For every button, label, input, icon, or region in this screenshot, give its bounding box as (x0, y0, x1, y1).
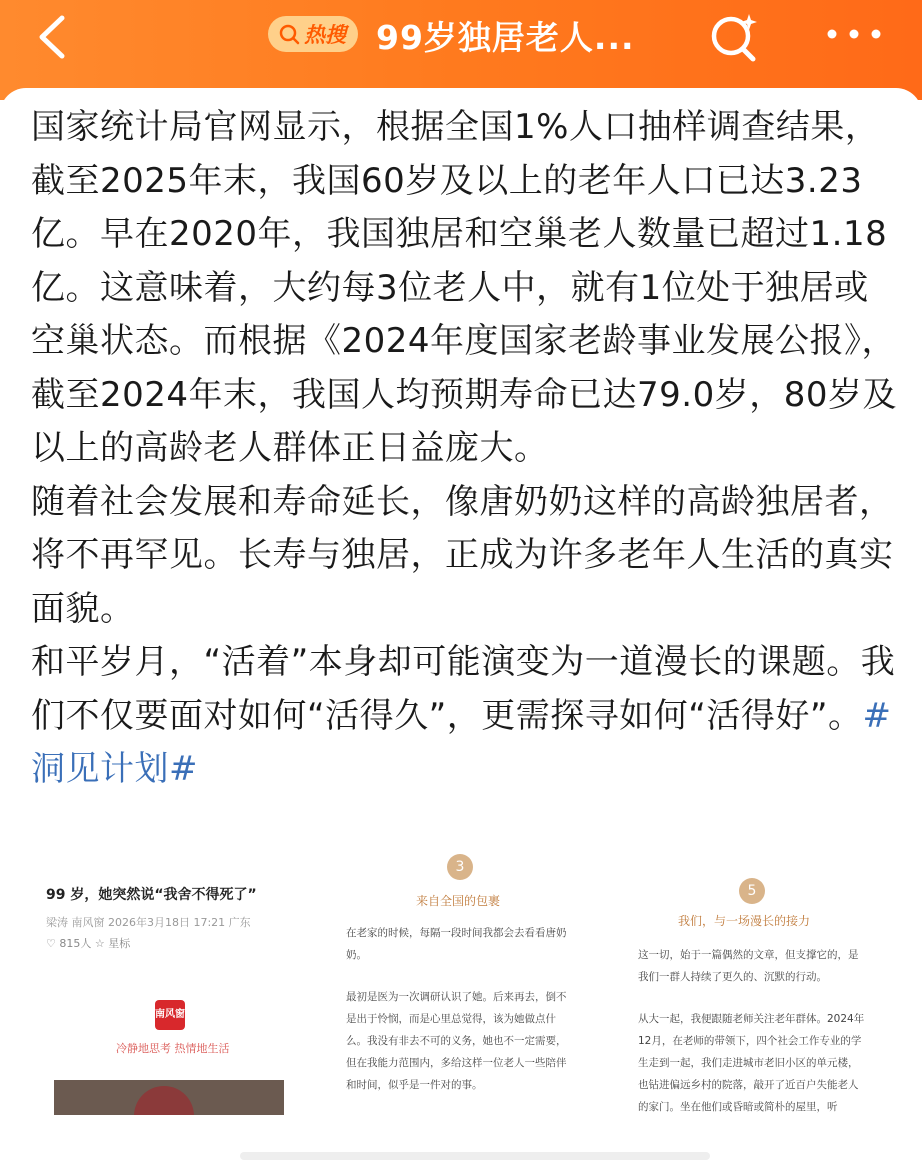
paragraph: 随着社会发展和寿命延长，像唐奶奶这样的高龄独居者，将不再罕见。长寿与独居，正成为许多老年人生活的真实面貌。 (31, 481, 894, 629)
article-body (31, 101, 901, 797)
paragraph (31, 636, 901, 797)
more-dots-icon[interactable] (824, 22, 884, 46)
hashtag-link[interactable]: #洞见计划# (31, 695, 892, 789)
image-panel-1[interactable] (30, 840, 305, 1115)
article-image-meta: 梁涛 南风窗 2026年3月18日 17:21 广东 (46, 916, 251, 929)
section-paragraph: 在老家的时候，每隔一段时间我都会去看看唐奶奶。 (346, 927, 567, 961)
mini-search-icon (278, 23, 300, 45)
article-photo (54, 1080, 284, 1115)
page-title: 99岁独居老人... (376, 18, 635, 57)
bottom-indicator (240, 1152, 710, 1160)
section-paragraph: 最初是医为一次调研认识了她。后来再去，倒不是出于怜悯，而是心里总觉得，该为她做点什么。我没有非去不可的义务，她也不一定需要，但在我能力范围内，多给这样一位老人一些陪伴和时间，似乎是一件对的事。 (346, 991, 567, 1091)
section-title: 来自全国的包裹 (416, 894, 501, 908)
article-image-title: 99 岁，她突然说“我舍不得死了” (46, 887, 257, 903)
publisher-logo: 南风窗 (155, 1000, 185, 1030)
top-bar (0, 0, 922, 100)
image-panel-3[interactable] (612, 840, 892, 1115)
section-title: 我们，与一场漫长的接力 (678, 914, 811, 928)
section-paragraph: 从大一起，我便跟随老师关注老年群体。2024年12月，在老师的带领下，四个社会工作专业的学生走到一起，我们走进城市老旧小区的单元楼，也钻进偏远乡村的院落，敲开了近百户失能老人的家门。坐在他们或昏暗或简朴的屋里，听 (638, 1013, 865, 1113)
section-paragraph: 这一切，始于一篇偶然的文章，但支撑它的，是我们一群人持续了更久的、沉默的行动。 (638, 949, 859, 983)
article-image-stats: ♡ 815人 ☆ 星标 (46, 937, 131, 950)
hot-search-label: 热搜 (304, 23, 346, 47)
paragraph-text: 和平岁月，“活着”本身却可能演变为一道漫长的课题。我们不仅要面对如何“活得久”，更需探寻如何“活得好”。 (31, 642, 896, 736)
publisher-slogan: 冷静地思考 热情地生活 (116, 1042, 230, 1055)
back-chevron-icon[interactable] (30, 12, 80, 62)
hot-search-badge[interactable] (268, 16, 358, 52)
section-number: 3 (447, 854, 473, 880)
search-icon[interactable] (705, 8, 763, 66)
paragraph: 国家统计局官网显示，根据全国1%人口抽样调查结果，截至2025年末，我国60岁及以上的老年人口已达3.23亿。早在2020年，我国独居和空巢老人数量已超过1.18亿。这意味着，大约每3位老人中，就有1位处于独居或空巢状态。而根据《2024年度国家老龄事业发展公报》，截至2024年末，我国人均预期寿命已达79.0岁，80岁及以上的高龄老人群体正日益庞大。 (31, 107, 897, 468)
image-panel-2[interactable] (320, 840, 600, 1115)
section-number: 5 (739, 878, 765, 904)
